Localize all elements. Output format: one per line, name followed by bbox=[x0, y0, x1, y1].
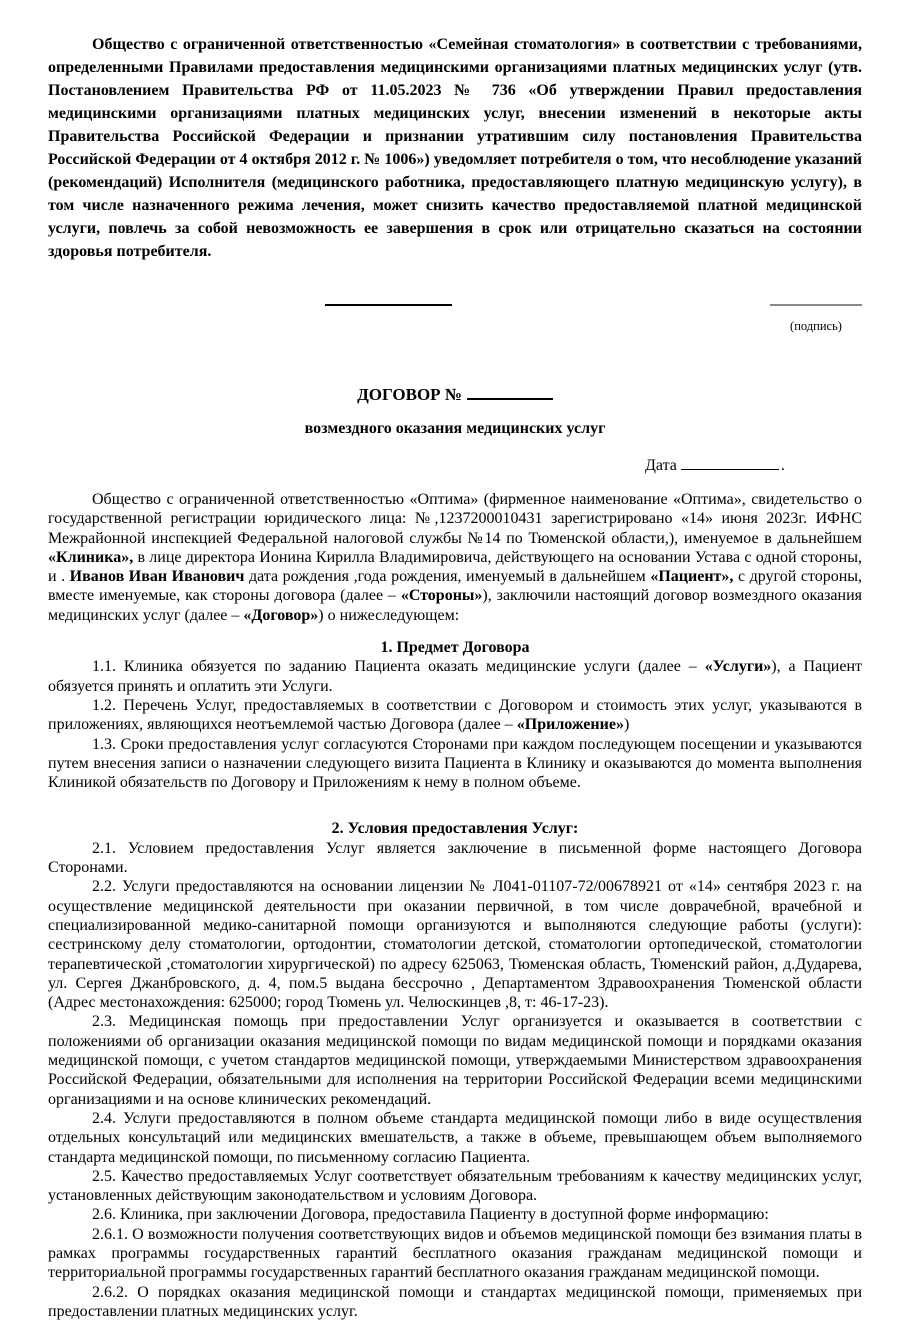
signature-caption: (подпись) bbox=[790, 319, 842, 333]
section-clauses bbox=[48, 839, 862, 1321]
clause-paragraph bbox=[48, 1283, 862, 1321]
contract-section bbox=[48, 819, 862, 1321]
text-run: с другой стороны, вместе именуемые, как стороны договора (далее – bbox=[48, 568, 863, 605]
signature-block bbox=[48, 263, 862, 355]
contract-title-text: ДОГОВОР № bbox=[357, 385, 462, 404]
contract-title-line bbox=[48, 381, 862, 406]
clause-paragraph bbox=[48, 696, 862, 735]
clause-paragraph bbox=[48, 735, 862, 793]
bold-term: «Пациент», bbox=[650, 568, 734, 586]
signature-line-left[interactable] bbox=[325, 304, 452, 306]
clause-paragraph bbox=[48, 1167, 862, 1206]
text-run: 2.3. Медицинская помощь при предоставлении Услуг организуется и оказывается в соответствии с положениями об организации оказания медицинской помощи по видам медицинской помощи и порядками оказания медицинской помощи, с учетом стандартов медицинской помощи, утверждаемыми Министерством здравоохранения Российской Федерации, обязательными для исполнения на территории Российской Федерации всеми медицинскими организациями и на основе клинических рекомендаций. bbox=[48, 1013, 862, 1108]
text-run: 2.4. Услуги предоставляются в полном объеме стандарта медицинской помощи либо в виде осуществления отдельных консультаций или медицинских вмешательств, а также в объеме, превышающем объем выполняемого стандарта медицинской помощи, по письменному согласию Пациента. bbox=[48, 1109, 862, 1166]
clause-paragraph bbox=[48, 1012, 862, 1108]
text-run: 1.3. Сроки предоставления услуг согласуются Сторонами при каждом последующем посещении и указываются путем внесения записи о назначении следующего визита Пациента в Клинику и оказываются до момента выполнения Клиникой обязательств по Договору и Приложениям к нему в полном объеме. bbox=[48, 735, 862, 792]
text-run: 2.6.1. О возможности получения соответствующих видов и объемов медицинской помощи без взимания платы в рамках программы государственных гарантий бесплатного оказания гражданам медицинской помощи и территориальной программы государственных гарантий бесплатного оказания гражданам медицинской помощи. bbox=[48, 1225, 862, 1282]
text-run: ), заключили настоящий договор возмездного оказания медицинских услуг (далее – bbox=[48, 587, 863, 624]
section-heading: 2. Условия предоставления Услуг: bbox=[331, 820, 579, 838]
clause-paragraph bbox=[48, 1205, 862, 1224]
text-run: 2.2. Услуги предоставляются на основании лицензии № Л041-01107-72/00678921 от «14» сентября 2023 г. на осуществление медицинской деятельности при оказании первичной, в том числе доврачебной, врачебной и специализированной медико-санитарной помощи организуются и выполняются следующие работы (услуги): сестринскому делу стоматологии, ортодонтии, стоматологии детской, стоматологии ортопедической, стоматологии терапевтической ,стоматологии хирургической) по адресу 625063, Тюменская область, Тюменский район, д.Дударева, ул. Сергея Джанбровского, д. 4, пом.5 выдана бессрочно , Департаментом Здравоохранения Тюменской области (Адрес местонахождения: 625000; город Тюмень ул. Челюскинцев ,8, т: 46-17-23). bbox=[48, 878, 862, 1012]
text-run: ), а Пациент обязуется принять и оплатить эти Услуги. bbox=[48, 658, 862, 695]
bold-term: «Услуги» bbox=[704, 658, 772, 676]
contract-section bbox=[48, 638, 862, 792]
clause-paragraph bbox=[48, 839, 862, 878]
clause-paragraph bbox=[48, 657, 862, 696]
signature-line-right[interactable] bbox=[770, 304, 862, 306]
contract-subtitle: возмездного оказания медицинских услуг bbox=[304, 420, 606, 437]
clause-paragraph bbox=[48, 1225, 862, 1283]
sections-container bbox=[48, 638, 862, 1321]
bold-term: «Стороны» bbox=[400, 587, 483, 605]
text-run: 2.1. Условием предоставления Услуг является заключение в письменной форме настоящего Договора Сторонами. bbox=[48, 839, 862, 877]
date-blank[interactable] bbox=[681, 453, 779, 470]
text-run: 2.5. Качество предоставляемых Услуг соответствует обязательным требованиям к качеству медицинских услуг, установленных действующим законодательством и условиям Договора. bbox=[48, 1167, 862, 1205]
text-run: 2.6.2. О порядках оказания медицинской помощи и стандартах медицинской помощи, применяемых при предоставлении платных медицинских услуг. bbox=[48, 1283, 862, 1320]
section-heading: 1. Предмет Договора bbox=[380, 639, 530, 657]
consumer-notice-paragraph: Общество с ограниченной ответственностью «Семейная стоматология» в соответствии с требованиями, определенными Правилами предоставления медицинскими организациями платных медицинских услуг (утв. Постановлением Правительства РФ от 11.05.2023 № 736 «Об утверждении Правил предоставления медицинскими организациями платных медицинских услуг, внесении изменений в некоторые акты Правительства Российской Федерации и признании утратившим силу постановления Правительства Российской Федерации от 4 октября 2012 г. № 1006») уведомляет потребителя о том, что несоблюдение указаний (рекомендаций) Исполнителя (медицинского работника, предоставляющего платную медицинскую услугу), в том числе назначенного режима лечения, может снизить качество предоставляемой платной медицинской услуги, повлечь за собой невозможность ее завершения в срок или отрицательно сказаться на состоянии здоровья потребителя. bbox=[48, 36, 862, 260]
text-run: 1.2. Перечень Услуг, предоставляемых в соответствии с Договором и стоимость этих услуг, указываются в приложениях, являющихся неотъемлемой частью Договора (далее – bbox=[48, 696, 862, 734]
text-run: 2.6. Клиника, при заключении Договора, предоставила Пациенту в доступной форме информацию: bbox=[92, 1206, 769, 1224]
date-label: Дата bbox=[645, 457, 677, 474]
date-suffix: . bbox=[780, 457, 785, 474]
clause-paragraph bbox=[48, 1109, 862, 1167]
text-run: ) о нижеследующем: bbox=[318, 606, 460, 624]
text-run: ) bbox=[623, 716, 630, 734]
clause-paragraph bbox=[48, 877, 862, 1012]
text-run: дата рождения ,года рождения, именуемый в дальнейшем bbox=[244, 568, 651, 586]
bold-term: Иванов Иван Иванович bbox=[69, 568, 245, 586]
date-line bbox=[645, 453, 862, 476]
bold-term: «Договор» bbox=[243, 606, 319, 624]
text-run: Общество с ограниченной ответственностью «Оптима» (фирменное наименование «Оптима», свидетельство о государственной регистрации юридического лица: №,1237200010431 зарегистрировано «14» июня 2023г. ИФНС Межрайонной инспекцией Федеральной налоговой службы №14 по Тюменской области,), именуемое в дальнейшем bbox=[48, 491, 862, 547]
text-run: 1.1. Клиника обязуется по заданию Пациента оказать медицинские услуги (далее – bbox=[92, 658, 705, 676]
text-run: в лице директора Ионина Кирилла Владимировича, действующего на основании Устава с одной стороны, и . bbox=[48, 548, 862, 586]
preamble-paragraph bbox=[48, 490, 862, 625]
section-clauses bbox=[48, 657, 862, 792]
bold-term: «Приложение» bbox=[516, 716, 624, 734]
bold-term: «Клиника», bbox=[48, 548, 134, 566]
contract-number-blank[interactable] bbox=[467, 381, 553, 400]
